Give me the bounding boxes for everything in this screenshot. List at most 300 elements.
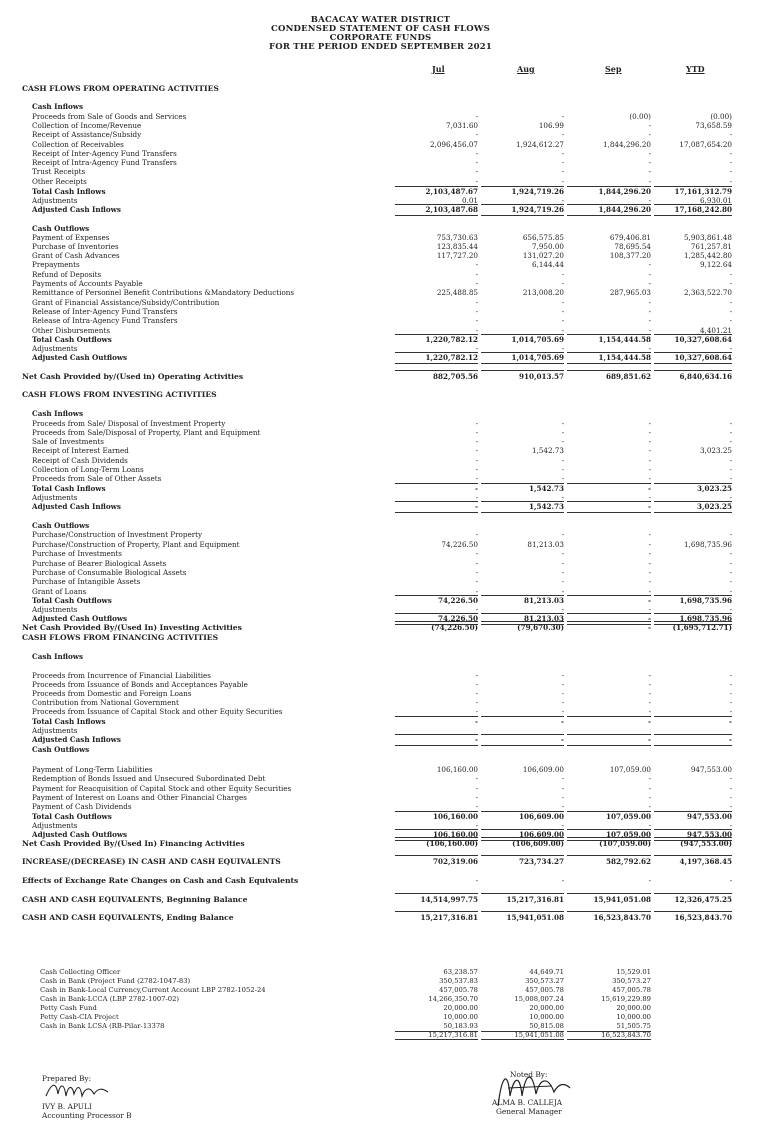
line-item-row (0, 130, 761, 140)
cell-jul: - (475, 307, 478, 316)
cell-ytd: - (729, 689, 732, 698)
row-label: Total Cash Inflows (32, 484, 106, 493)
cell-ytd: - (729, 784, 732, 793)
cell-aug: - (561, 279, 564, 288)
cell-jul: 2,103,487.68 (395, 205, 478, 215)
line-item-row (0, 167, 761, 177)
cell-jul: - (475, 270, 478, 279)
cell-ytd: - (729, 428, 732, 437)
cell-ytd: - (729, 149, 732, 158)
cell-aug: - (561, 680, 564, 689)
cell-ytd: - (729, 437, 732, 446)
cell-aug: - (561, 784, 564, 793)
cell-ytd: - (729, 316, 732, 325)
summary-cell-aug: 50,815.08 (529, 1022, 564, 1030)
cell-sep: (107,059.00) (567, 839, 651, 849)
cell-jul: 74,226.50 (395, 614, 478, 624)
cell-jul: - (475, 130, 478, 139)
row-label: Payment of Cash Dividends (32, 802, 132, 811)
row-label: INCREASE/(DECREASE) IN CASH AND CASH EQUIVALENTS (22, 857, 281, 866)
adjusted-total-row (0, 353, 761, 363)
cell-aug: - (561, 793, 564, 802)
row-label: Purchase of Consumable Biological Assets (32, 568, 187, 577)
summary-cell-aug: 350,573.27 (525, 977, 564, 985)
row-label: Total Cash Inflows (32, 717, 106, 726)
cell-aug: - (561, 559, 564, 568)
row-label: Collection of Long-Term Loans (32, 465, 144, 474)
row-label: CASH FLOWS FROM OPERATING ACTIVITIES (22, 84, 219, 93)
row-label: Cash Inflows (32, 102, 83, 111)
prepared-by-name: IVY B. APULI (42, 1102, 92, 1111)
row-label: Payments of Accounts Payable (32, 279, 143, 288)
cell-ytd: - (729, 344, 732, 353)
cell-sep: 108,377.20 (609, 251, 651, 260)
line-item-row (0, 530, 761, 540)
row-label: Payment for Reacquisition of Capital Stock and other Equity Securities (32, 784, 292, 793)
cell-ytd: 6,840,634.16 (654, 372, 732, 382)
row-label: Proceeds from Sale/Disposal of Property, Plant and Equipment (32, 428, 261, 437)
cell-jul: 1,220,782.12 (395, 353, 478, 363)
cell-aug: 723,734.27 (481, 857, 564, 867)
prepared-by-title: Accounting Processor B (42, 1111, 132, 1120)
cell-sep: (0.00) (629, 112, 651, 121)
cell-ytd: - (729, 530, 732, 539)
row-label: Receipt of Interest Earned (32, 446, 129, 455)
cell-ytd: (1,695,712.71) (654, 623, 732, 633)
row-label: Purchase/Construction of Investment Property (32, 530, 203, 539)
cell-jul: - (475, 784, 478, 793)
cell-aug: - (481, 717, 564, 727)
cell-jul: - (475, 549, 478, 558)
summary-cell-jul: 63,238.57 (443, 968, 478, 976)
cell-jul: - (475, 821, 478, 830)
row-label: Receipt of Cash Dividends (32, 456, 128, 465)
cell-aug: 15,941,051.08 (481, 913, 564, 923)
summary-label: Cash in Bank-Local Currency,Current Account LBP 2782-1052-24 (40, 986, 266, 994)
row-label: CASH FLOWS FROM FINANCING ACTIVITIES (22, 633, 219, 642)
cell-jul: - (475, 577, 478, 586)
cell-jul: 15,217,316.81 (395, 913, 478, 923)
cell-sep: 287,965.03 (609, 288, 651, 297)
cell-jul: - (475, 689, 478, 698)
summary-cell-aug: 44,649.71 (529, 968, 564, 976)
cell-ytd: - (729, 774, 732, 783)
cell-jul: - (475, 260, 478, 269)
cell-ytd: - (729, 419, 732, 428)
cell-aug: 81,213.03 (481, 614, 564, 624)
cell-sep: - (648, 465, 651, 474)
summary-row (0, 968, 761, 976)
row-label: Receipt of Intra-Agency Fund Transfers (32, 158, 177, 167)
cell-aug: - (561, 196, 564, 205)
adjusted-total-row (0, 735, 761, 745)
cell-aug: - (561, 549, 564, 558)
cell-jul: 1,220,782.12 (395, 335, 478, 345)
summary-cell-aug: 10,000.00 (529, 1013, 564, 1021)
cell-sep: - (648, 307, 651, 316)
cell-ytd: 10,327,608.64 (654, 353, 732, 363)
line-item-row (0, 260, 761, 270)
cell-sep: - (648, 559, 651, 568)
row-label: Trust Receipts (32, 167, 86, 176)
row-label: Purchase/Construction of Property, Plant and Equipment (32, 540, 240, 549)
cell-ytd: - (729, 559, 732, 568)
cell-aug: - (561, 270, 564, 279)
cell-jul: - (475, 158, 478, 167)
cell-jul: 117,727.20 (436, 251, 478, 260)
cell-ytd: - (729, 698, 732, 707)
net-total-row (0, 913, 761, 923)
cell-jul: - (475, 559, 478, 568)
cell-ytd: - (729, 158, 732, 167)
row-label: Adjustments (32, 821, 78, 830)
statement-title: CONDENSED STATEMENT OF CASH FLOWS (271, 24, 490, 34)
cell-aug: 910,013.57 (481, 372, 564, 382)
row-label: Cash Inflows (32, 652, 83, 661)
row-label: Grant of Financial Assistance/Subsidy/Contribution (32, 298, 220, 307)
cell-sep: - (648, 689, 651, 698)
cell-jul: - (475, 437, 478, 446)
cell-ytd: - (729, 802, 732, 811)
cell-sep: - (648, 549, 651, 558)
row-label: Adjustments (32, 493, 78, 502)
cell-jul: - (475, 316, 478, 325)
cell-sep: - (648, 316, 651, 325)
cell-jul: 74,226.50 (395, 596, 478, 606)
cell-sep: 107,059.00 (567, 812, 651, 822)
cell-jul: - (475, 671, 478, 680)
cell-jul: - (395, 502, 478, 512)
row-label: Adjusted Cash Inflows (32, 735, 121, 744)
cell-aug: - (561, 568, 564, 577)
cell-aug: - (561, 689, 564, 698)
cell-sep: - (648, 149, 651, 158)
summary-cell-sep: 51,505.75 (616, 1022, 651, 1030)
period: FOR THE PERIOD ENDED SEPTEMBER 2021 (269, 42, 492, 52)
cell-sep: - (648, 493, 651, 502)
cell-sep: - (648, 707, 651, 716)
cell-ytd: - (729, 270, 732, 279)
cell-ytd: - (729, 821, 732, 830)
row-label: Collection of Receivables (32, 140, 124, 149)
cell-sep: - (648, 876, 651, 885)
row-label: Release of Inter-Agency Fund Transfers (32, 307, 178, 316)
summary-cell-sep: 350,573.27 (612, 977, 651, 985)
cell-ytd: 3,023.25 (654, 484, 732, 494)
cell-jul: - (475, 605, 478, 614)
cell-sep: - (648, 196, 651, 205)
cell-aug: - (561, 876, 564, 885)
cell-jul: - (475, 419, 478, 428)
cell-sep: - (648, 344, 651, 353)
cell-jul: - (475, 112, 478, 121)
cell-jul: 225,488.85 (436, 288, 478, 297)
summary-label: Petty Cash-CIA Project (40, 1013, 119, 1021)
cell-aug: 106,609.00 (481, 830, 564, 840)
cell-sep: - (648, 428, 651, 437)
cell-sep: - (648, 577, 651, 586)
cell-sep: - (648, 121, 651, 130)
cell-jul: - (475, 802, 478, 811)
cell-ytd: - (729, 456, 732, 465)
cell-aug: 106,609.00 (481, 812, 564, 822)
subsection-heading (0, 102, 761, 112)
cell-aug: - (561, 707, 564, 716)
subsection-heading (0, 652, 761, 662)
row-label: Adjusted Cash Outflows (32, 614, 128, 623)
noted-by-name: ALMA B. CALLEJA (492, 1098, 563, 1107)
fund-type: CORPORATE FUNDS (329, 33, 432, 43)
row-label: Payment of Long-Term Liabilities (32, 765, 153, 774)
cell-jul: - (475, 587, 478, 596)
cell-jul: - (475, 465, 478, 474)
cell-sep: - (648, 446, 651, 455)
cell-aug: 131,027.20 (522, 251, 564, 260)
cell-jul: 0.01 (461, 196, 478, 205)
cell-sep: 1,844,296.20 (567, 205, 651, 215)
cell-jul: - (395, 484, 478, 494)
row-label: Total Cash Outflows (32, 596, 112, 605)
cell-aug: - (561, 326, 564, 335)
row-label: Remittance of Personnel Benefit Contributions &Mandatory Deductions (32, 288, 295, 297)
cell-aug: 81,213.03 (481, 596, 564, 606)
cell-ytd: 947,553.00 (654, 830, 732, 840)
cell-sep: - (648, 605, 651, 614)
cell-aug: - (561, 298, 564, 307)
cell-sep: 1,154,444.58 (567, 353, 651, 363)
section-heading (0, 84, 761, 94)
cell-sep: 1,154,444.58 (567, 335, 651, 345)
cell-sep: - (648, 130, 651, 139)
cell-aug: 81,213.03 (527, 540, 564, 549)
cell-jul: - (475, 707, 478, 716)
row-label: Prepayments (32, 260, 80, 269)
cell-sep: - (648, 437, 651, 446)
cell-ytd: 17,168,242.80 (654, 205, 732, 215)
cell-jul: 753,730.63 (436, 233, 478, 242)
adjusted-total-row (0, 502, 761, 512)
cell-aug: - (561, 774, 564, 783)
row-label: Proceeds from Issuance of Bonds and Acceptances Payable (32, 680, 248, 689)
cell-ytd: - (729, 793, 732, 802)
cell-sep: - (648, 784, 651, 793)
cell-aug: - (561, 821, 564, 830)
cell-sep: - (567, 735, 651, 745)
cell-aug: - (561, 465, 564, 474)
cell-aug: 6,144.44 (531, 260, 564, 269)
section-heading (0, 390, 761, 400)
cell-jul: - (475, 474, 478, 483)
cell-aug: - (561, 344, 564, 353)
net-total-row (0, 623, 761, 633)
cell-jul: - (475, 456, 478, 465)
cell-sep: 689,851.62 (567, 372, 651, 382)
cell-ytd: - (729, 130, 732, 139)
row-label: Redemption of Bonds Issued and Unsecured Subordinated Debt (32, 774, 266, 783)
cell-ytd: - (729, 279, 732, 288)
row-label: Adjustments (32, 344, 78, 353)
cell-ytd: 947,553.00 (690, 765, 732, 774)
line-item-row (0, 549, 761, 559)
cell-jul: (106,160.00) (395, 839, 478, 849)
row-label: Grant of Cash Advances (32, 251, 120, 260)
cell-jul: 7,031.60 (445, 121, 478, 130)
cell-ytd: - (654, 717, 732, 727)
line-item-row (0, 316, 761, 326)
summary-total-row (0, 1031, 761, 1039)
cell-aug: 7,950.00 (531, 242, 564, 251)
cell-sep: 679,406.81 (609, 233, 651, 242)
row-label: Cash Outflows (32, 521, 90, 530)
cell-ytd: 3,023.25 (654, 502, 732, 512)
cell-sep: - (648, 540, 651, 549)
line-item-row (0, 577, 761, 587)
cell-jul: - (475, 446, 478, 455)
cell-aug: - (561, 437, 564, 446)
cell-ytd: - (729, 671, 732, 680)
cell-ytd: - (729, 587, 732, 596)
cell-sep: - (648, 456, 651, 465)
cell-sep: - (567, 596, 651, 606)
cell-sep: - (567, 717, 651, 727)
cell-ytd: 3,023.25 (699, 446, 732, 455)
cell-aug: - (561, 167, 564, 176)
cell-sep: 107,059.00 (609, 765, 651, 774)
cell-jul: - (475, 876, 478, 885)
cell-jul: - (475, 428, 478, 437)
cell-jul: - (475, 326, 478, 335)
cell-aug: 1,542.73 (531, 446, 564, 455)
cell-aug: - (561, 158, 564, 167)
cell-ytd: 17,161,312.79 (654, 187, 732, 197)
cell-ytd: 947,553.00 (654, 812, 732, 822)
cell-aug: - (561, 149, 564, 158)
row-label: Grant of Loans (32, 587, 87, 596)
cell-aug: - (561, 530, 564, 539)
summary-cell-aug: 15,008,007.24 (514, 995, 564, 1003)
summary-label: Cash in Bank-LCCA (LBP 2782-1007-02) (40, 995, 180, 1003)
cell-sep: - (648, 671, 651, 680)
cell-ytd: 1,285,442.80 (683, 251, 732, 260)
cell-ytd: 1,698,735.96 (654, 596, 732, 606)
cell-ytd: - (729, 307, 732, 316)
row-label: Adjusted Cash Outflows (32, 830, 128, 839)
cell-aug: - (561, 112, 564, 121)
cell-sep: 16,523,843.70 (567, 913, 651, 923)
row-label: Proceeds from Sale of Goods and Services (32, 112, 187, 121)
cell-jul: 74,226.50 (441, 540, 478, 549)
cell-sep: - (648, 270, 651, 279)
org-name: BACACAY WATER DISTRICT (310, 15, 451, 25)
cell-aug: - (561, 474, 564, 483)
cell-ytd: - (729, 707, 732, 716)
col-header-sep: Sep (605, 64, 622, 74)
row-label: Purchase of Bearer Biological Assets (32, 559, 167, 568)
cell-ytd: - (729, 177, 732, 186)
cell-aug: - (561, 177, 564, 186)
cell-jul: - (475, 698, 478, 707)
cell-ytd: 17,087,654.20 (679, 140, 732, 149)
cell-aug: - (561, 587, 564, 596)
summary-cell-jul: 457,005.78 (439, 986, 478, 994)
cell-sep: - (648, 177, 651, 186)
cell-aug: 106,609.00 (522, 765, 564, 774)
cell-aug: - (561, 802, 564, 811)
cell-aug: 1,014,705.69 (481, 353, 564, 363)
row-label: Payment of Expenses (32, 233, 110, 242)
row-label: Adjustments (32, 605, 78, 614)
cell-jul: - (475, 680, 478, 689)
summary-row (0, 1022, 761, 1030)
cell-ytd: 761,257.81 (690, 242, 732, 251)
cell-sep: - (567, 623, 651, 633)
cell-aug: 213,008.20 (522, 288, 564, 297)
cell-ytd: 2,363,522.70 (683, 288, 732, 297)
summary-label: Cash in Bank (Project Fund (2782-1047-83) (40, 977, 191, 985)
cell-ytd: - (654, 735, 732, 745)
cell-aug: 1,014,705.69 (481, 335, 564, 345)
line-item-row (0, 446, 761, 456)
cell-ytd: 12,326,475.25 (654, 895, 732, 905)
cell-sep: - (648, 821, 651, 830)
summary-cell-jul: 50,183.93 (443, 1022, 478, 1030)
cell-sep: - (648, 260, 651, 269)
cell-ytd: - (729, 577, 732, 586)
cell-jul: - (475, 149, 478, 158)
summary-cell-jul: 10,000.00 (443, 1013, 478, 1021)
cell-aug: - (481, 735, 564, 745)
cell-jul: (74,226.50) (395, 623, 478, 633)
cell-sep: - (567, 502, 651, 512)
cell-sep: - (648, 326, 651, 335)
cell-ytd: - (729, 298, 732, 307)
summary-row (0, 995, 761, 1003)
summary-row (0, 986, 761, 994)
summary-label: Cash Collecting Officer (40, 968, 121, 976)
cell-jul: - (475, 279, 478, 288)
cell-aug: (106,609.00) (481, 839, 564, 849)
row-label: Proceeds from Incurrence of Financial Liabilities (32, 671, 211, 680)
cell-jul: 702,319.06 (395, 857, 478, 867)
row-label: CASH FLOWS FROM INVESTING ACTIVITIES (22, 390, 217, 399)
row-label: Release of Intra-Agency Fund Transfers (32, 316, 178, 325)
summary-row (0, 977, 761, 985)
row-label: Other Disbursements (32, 326, 111, 335)
summary-cell-sep: 15,619,229.89 (601, 995, 651, 1003)
cell-jul: - (395, 717, 478, 727)
row-label: Total Cash Outflows (32, 335, 112, 344)
cell-aug: - (561, 456, 564, 465)
row-label: Adjusted Cash Outflows (32, 353, 128, 362)
cell-sep: - (648, 802, 651, 811)
summary-cell-sep: 10,000.00 (616, 1013, 651, 1021)
row-label: Cash Inflows (32, 409, 83, 418)
cell-jul: - (475, 774, 478, 783)
row-label: Purchase of Intangible Assets (32, 577, 141, 586)
summary-row (0, 1004, 761, 1012)
cell-ytd: (947,553.00) (654, 839, 732, 849)
row-label: Refund of Deposits (32, 270, 102, 279)
cell-ytd: - (729, 167, 732, 176)
row-label: Purchase of Investments (32, 549, 122, 558)
cell-ytd: - (729, 605, 732, 614)
summary-cell-sep: 16,523,843.70 (567, 1031, 651, 1039)
cell-sep: 15,941,051.08 (567, 895, 651, 905)
cell-sep: - (648, 279, 651, 288)
summary-cell-jul: 20,000.00 (443, 1004, 478, 1012)
section-heading (0, 876, 761, 886)
cell-jul: - (475, 493, 478, 502)
